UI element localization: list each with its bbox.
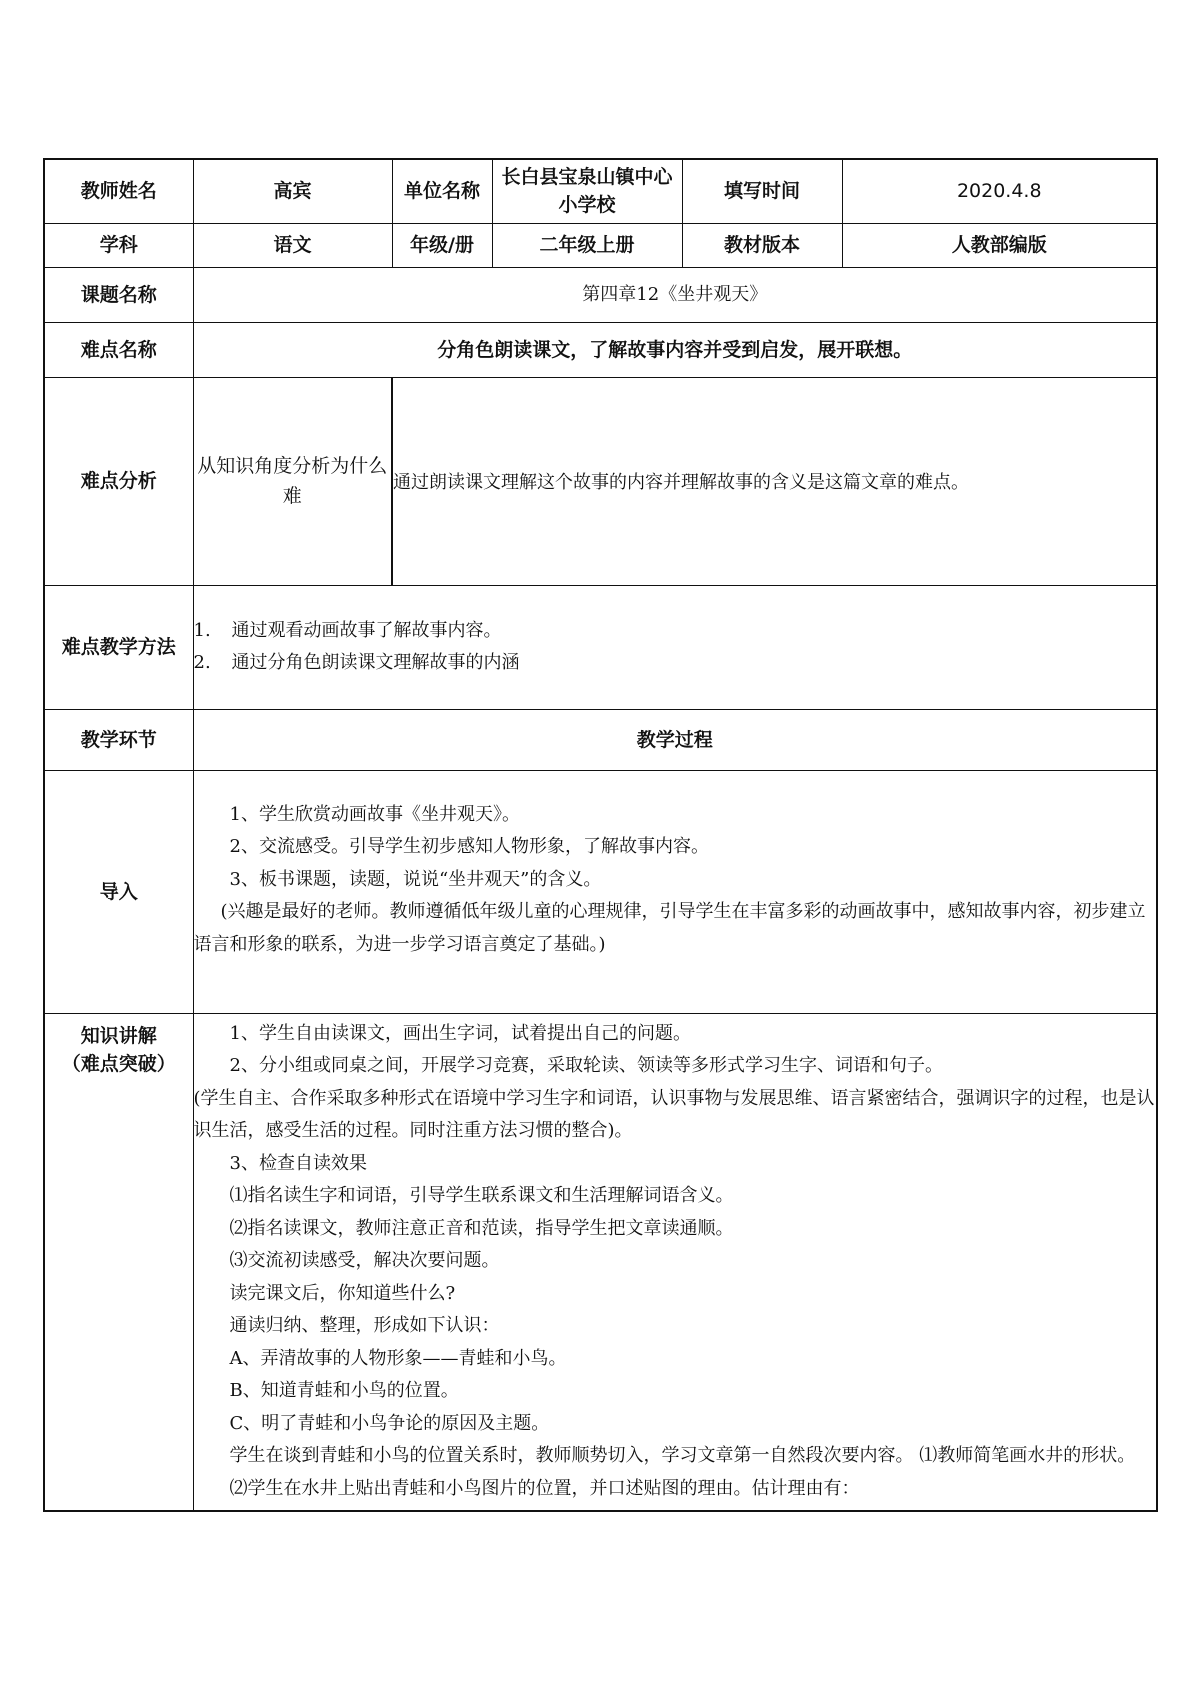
knowledge-line: B、知道青蛙和小鸟的位置。	[229, 1380, 459, 1401]
analysis-label: 难点分析	[44, 377, 193, 585]
intro-line: (兴趣是最好的老师。教师遵循低年级儿童的心理规律，引导学生在丰富多彩的动画故事中，感知故事内容，初步建立语言和形象的联系，为进一步学习语言奠定了基础。)	[193, 901, 1146, 955]
analysis-text: 通过朗读课文理解这个故事的内容并理解故事的含义是这篇文章的难点。	[392, 377, 1157, 585]
analysis-row	[44, 377, 1157, 585]
knowledge-line: ⑶交流初读感受，解决次要问题。	[229, 1250, 500, 1271]
knowledge-line: C、明了青蛙和小鸟争论的原因及主题。	[229, 1412, 550, 1434]
unit-label: 单位名称	[392, 159, 492, 223]
info-row-2	[44, 223, 1157, 267]
teacher-name-value: 高宾	[193, 159, 392, 223]
intro-row	[44, 770, 1157, 1013]
intro-label: 导入	[44, 770, 193, 1013]
knowledge-line: ⑵学生在水井上贴出青蛙和小鸟图片的位置，并口述贴图的理由。估计理由有：	[229, 1477, 860, 1499]
topic-value: 第四章12《坐井观天》	[193, 267, 1157, 322]
method-item: 2. 通过分角色朗读课文理解故事的内涵	[193, 652, 520, 673]
knowledge-line: ⑵指名读课文，教师注意正音和范读，指导学生把文章读通顺。	[229, 1217, 734, 1239]
grade-label: 年级/册	[392, 223, 492, 267]
intro-line: 1、学生欣赏动画故事《坐井观天》。	[229, 803, 520, 825]
knowledge-line: (学生自主、合作采取多种形式在语境中学习生字和词语，认识事物与发展思维、语言紧密结合，强调识字的过程，也是认识生活，感受生活的过程。同时注重方法习惯的整合)。	[193, 1087, 1155, 1141]
stage-label: 教学环节	[44, 709, 193, 770]
intro-content	[193, 770, 1157, 1013]
knowledge-line: 读完课文后，你知道些什么?	[229, 1282, 456, 1304]
method-list	[193, 585, 1157, 709]
knowledge-line: ⑴指名读生字和词语，引导学生联系课文和生活理解词语含义。	[229, 1185, 734, 1206]
knowledge-content	[193, 1013, 1157, 1511]
intro-line: 2、交流感受。引导学生初步感知人物形象，了解故事内容。	[229, 836, 709, 857]
info-row-1	[44, 159, 1157, 223]
subject-label: 学科	[44, 223, 193, 267]
knowledge-line: A、弄清故事的人物形象——青蛙和小鸟。	[229, 1347, 567, 1369]
lesson-plan-table	[43, 158, 1158, 1512]
method-row	[44, 585, 1157, 709]
unit-value: 长白县宝泉山镇中心小学校	[492, 159, 682, 223]
method-label: 难点教学方法	[44, 585, 193, 709]
method-item: 1. 通过观看动画故事了解故事内容。	[193, 620, 502, 641]
fill-time-value: 2020.4.8	[842, 159, 1157, 223]
analysis-sub-label: 从知识角度分析为什么难	[193, 377, 392, 585]
difficulty-row	[44, 322, 1157, 377]
intro-line: 3、板书课题，读题，说说“坐井观天”的含义。	[229, 868, 602, 890]
edition-label: 教材版本	[682, 223, 842, 267]
process-label: 教学过程	[193, 709, 1157, 770]
edition-value: 人教部编版	[842, 223, 1157, 267]
subject-value: 语文	[193, 223, 392, 267]
process-header-row	[44, 709, 1157, 770]
knowledge-label: 知识讲解 （难点突破）	[44, 1013, 193, 1511]
grade-value: 二年级上册	[492, 223, 682, 267]
knowledge-line: 3、检查自读效果	[229, 1152, 367, 1174]
knowledge-row	[44, 1013, 1157, 1511]
difficulty-value: 分角色朗读课文，了解故事内容并受到启发，展开联想。	[193, 322, 1157, 377]
fill-time-label: 填写时间	[682, 159, 842, 223]
knowledge-line: 2、分小组或同桌之间，开展学习竞赛，采取轮读、领读等多形式学习生字、词语和句子。	[229, 1055, 943, 1076]
knowledge-line: 通读归纳、整理，形成如下认识：	[229, 1315, 500, 1336]
difficulty-label: 难点名称	[44, 322, 193, 377]
knowledge-line: 1、学生自由读课文，画出生字词，试着提出自己的问题。	[229, 1022, 691, 1044]
knowledge-line: 学生在谈到青蛙和小鸟的位置关系时，教师顺势切入，学习文章第一自然段次要内容。 ⑴教师简笔画水井的形状。	[229, 1445, 1136, 1466]
teacher-name-label: 教师姓名	[44, 159, 193, 223]
topic-row	[44, 267, 1157, 322]
topic-label: 课题名称	[44, 267, 193, 322]
lesson-plan-sheet	[43, 158, 1156, 1512]
